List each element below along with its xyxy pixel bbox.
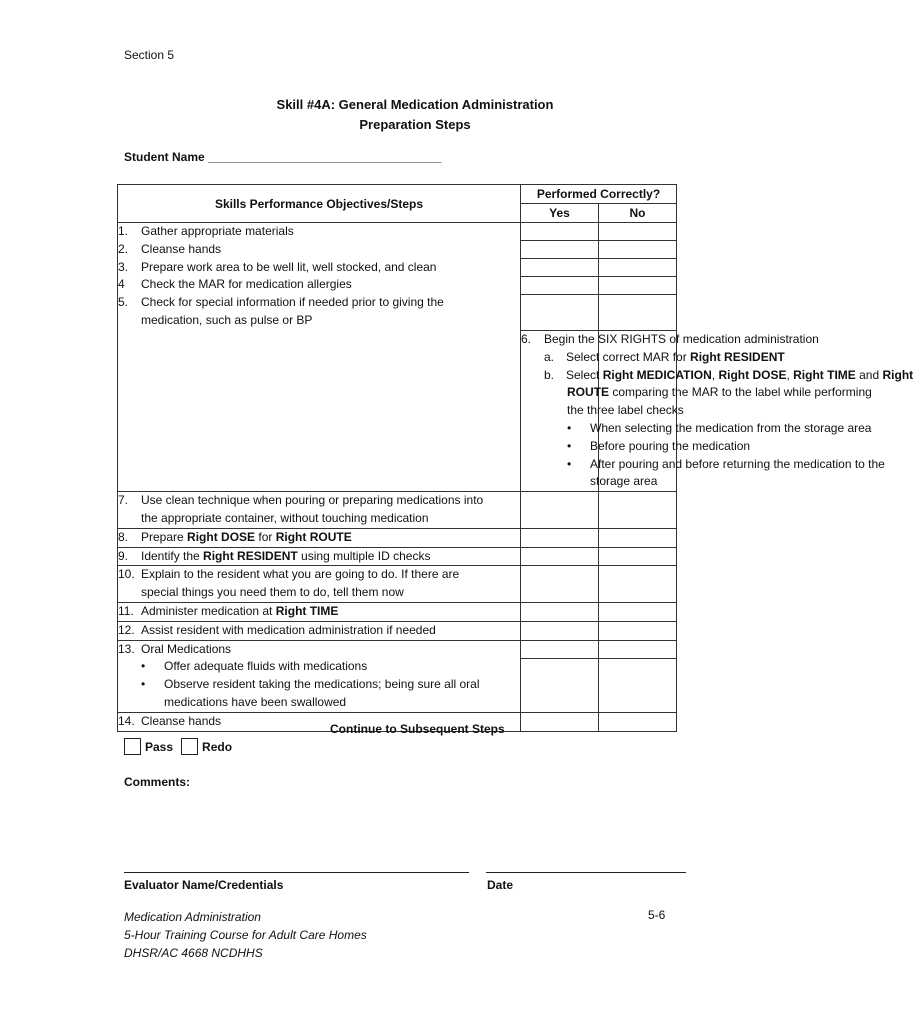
step-14: 14. Cleanse hands [118, 713, 222, 728]
step-10-block [118, 566, 521, 603]
step-10-cont: special things you need them to do, tell them now [141, 585, 404, 600]
step-4: 4 Check the MAR for medication allergies [118, 277, 352, 292]
header-yes: Yes [521, 204, 599, 223]
step-9-block [118, 547, 521, 566]
footer-line-3: DHSR/AC 4668 NCDHHS [124, 946, 263, 960]
yes-cell-4[interactable] [521, 277, 599, 295]
step-11-block [118, 602, 521, 621]
header-performed: Performed Correctly? [521, 185, 677, 204]
step-8-block [118, 528, 521, 547]
no-cell-8[interactable] [599, 528, 677, 547]
step-12: 12. Assist resident with medication administration if needed [118, 622, 436, 637]
pass-label: Pass [145, 739, 174, 754]
steps-1-5 [118, 223, 521, 492]
no-cell-5[interactable] [599, 295, 677, 331]
step-7: 7. Use clean technique when pouring or preparing medications into [118, 493, 484, 508]
step-5: 5. Check for special information if needed prior to giving the [118, 295, 444, 310]
no-cell-11[interactable] [599, 602, 677, 621]
yes-cell-7[interactable] [521, 492, 599, 529]
footer-line-2: 5-Hour Training Course for Adult Care Homes [124, 928, 367, 942]
date-label: Date [487, 878, 514, 892]
step-6-bullet-3: • After pouring and before returning the medication to the [567, 456, 885, 471]
pass-redo-row [124, 738, 232, 755]
step-6: 6. Begin the SIX RIGHTS of medication administration [521, 332, 819, 346]
step-7-block [118, 492, 521, 529]
step-6a: a. Select correct MAR for Right RESIDENT [544, 349, 785, 364]
header-no: No [599, 204, 677, 223]
yes-cell-13b[interactable] [521, 658, 599, 712]
no-cell-9[interactable] [599, 547, 677, 566]
step-3: 3. Prepare work area to be well lit, well stocked, and clean [118, 259, 437, 274]
no-cell-13b[interactable] [599, 658, 677, 712]
no-cell-3[interactable] [599, 259, 677, 277]
yes-cell-13[interactable] [521, 640, 599, 658]
title-line-1: Skill #4A: General Medication Administration [276, 97, 554, 112]
no-cell-12[interactable] [599, 621, 677, 640]
yes-cell-11[interactable] [521, 602, 599, 621]
step-2: 2. Cleanse hands [118, 241, 222, 256]
yes-cell-14[interactable] [521, 712, 599, 731]
step-1: 1. Gather appropriate materials [118, 224, 294, 238]
step-6b-cont2: the three label checks [567, 403, 684, 418]
student-name-field[interactable]: Student Name ___________________________________ [124, 150, 442, 164]
no-cell-4[interactable] [599, 277, 677, 295]
yes-cell-3[interactable] [521, 259, 599, 277]
title-line-2: Preparation Steps [359, 117, 471, 132]
page-title [0, 95, 830, 135]
step-9: 9. Identify the Right RESIDENT using multiple ID checks [118, 548, 431, 563]
step-13: 13. Oral Medications [118, 641, 232, 656]
step-13-bullet-1: • Offer adequate fluids with medications [141, 659, 368, 674]
footer [124, 908, 367, 962]
evaluator-signature-line[interactable] [124, 872, 469, 873]
redo-label: Redo [202, 739, 233, 754]
comments-label: Comments: [124, 775, 191, 789]
yes-cell-10[interactable] [521, 566, 599, 603]
section-label: Section 5 [124, 48, 175, 62]
no-cell-14[interactable] [599, 712, 677, 731]
redo-checkbox[interactable] [181, 738, 198, 755]
page-number: 5-6 [648, 908, 666, 922]
no-cell-13[interactable] [599, 640, 677, 658]
step-13-bullet-2-cont: medications have been swallowed [164, 694, 347, 709]
yes-cell-5[interactable] [521, 295, 599, 331]
yes-cell-9[interactable] [521, 547, 599, 566]
step-13-bullet-2: • Observe resident taking the medications; being sure all oral [141, 677, 480, 692]
step-6b: b. Select Right MEDICATION, Right DOSE, Right TIME and Right [544, 367, 913, 382]
yes-cell-12[interactable] [521, 621, 599, 640]
no-cell-7[interactable] [599, 492, 677, 529]
continue-note: Continue to Subsequent Steps [330, 722, 505, 736]
pass-checkbox[interactable] [124, 738, 141, 755]
step-6-bullet-3-cont: storage area [590, 474, 658, 489]
step-5-cont: medication, such as pulse or BP [141, 312, 313, 327]
step-6-block [521, 331, 913, 492]
date-signature-line[interactable] [486, 872, 686, 873]
no-cell-10[interactable] [599, 566, 677, 603]
header-steps: Skills Performance Objectives/Steps [118, 185, 521, 223]
yes-cell-2[interactable] [521, 241, 599, 259]
step-6-bullet-2: • Before pouring the medication [567, 438, 751, 453]
skills-table [117, 184, 913, 732]
footer-line-1: Medication Administration [124, 910, 261, 924]
step-13-block [118, 640, 521, 712]
step-12-block [118, 621, 521, 640]
step-8: 8. Prepare Right DOSE for Right ROUTE [118, 529, 352, 544]
step-7-cont: the appropriate container, without touching medication [141, 510, 429, 525]
evaluator-label: Evaluator Name/Credentials [124, 878, 284, 892]
step-6-bullet-1: • When selecting the medication from the storage area [567, 420, 872, 435]
no-cell-1[interactable] [599, 223, 677, 241]
step-6b-cont: ROUTE comparing the MAR to the label while performing [567, 385, 872, 400]
yes-cell-1[interactable] [521, 223, 599, 241]
step-11: 11. Administer medication at Right TIME [118, 603, 339, 618]
no-cell-2[interactable] [599, 241, 677, 259]
step-10: 10. Explain to the resident what you are going to do. If there are [118, 567, 460, 582]
yes-cell-8[interactable] [521, 528, 599, 547]
